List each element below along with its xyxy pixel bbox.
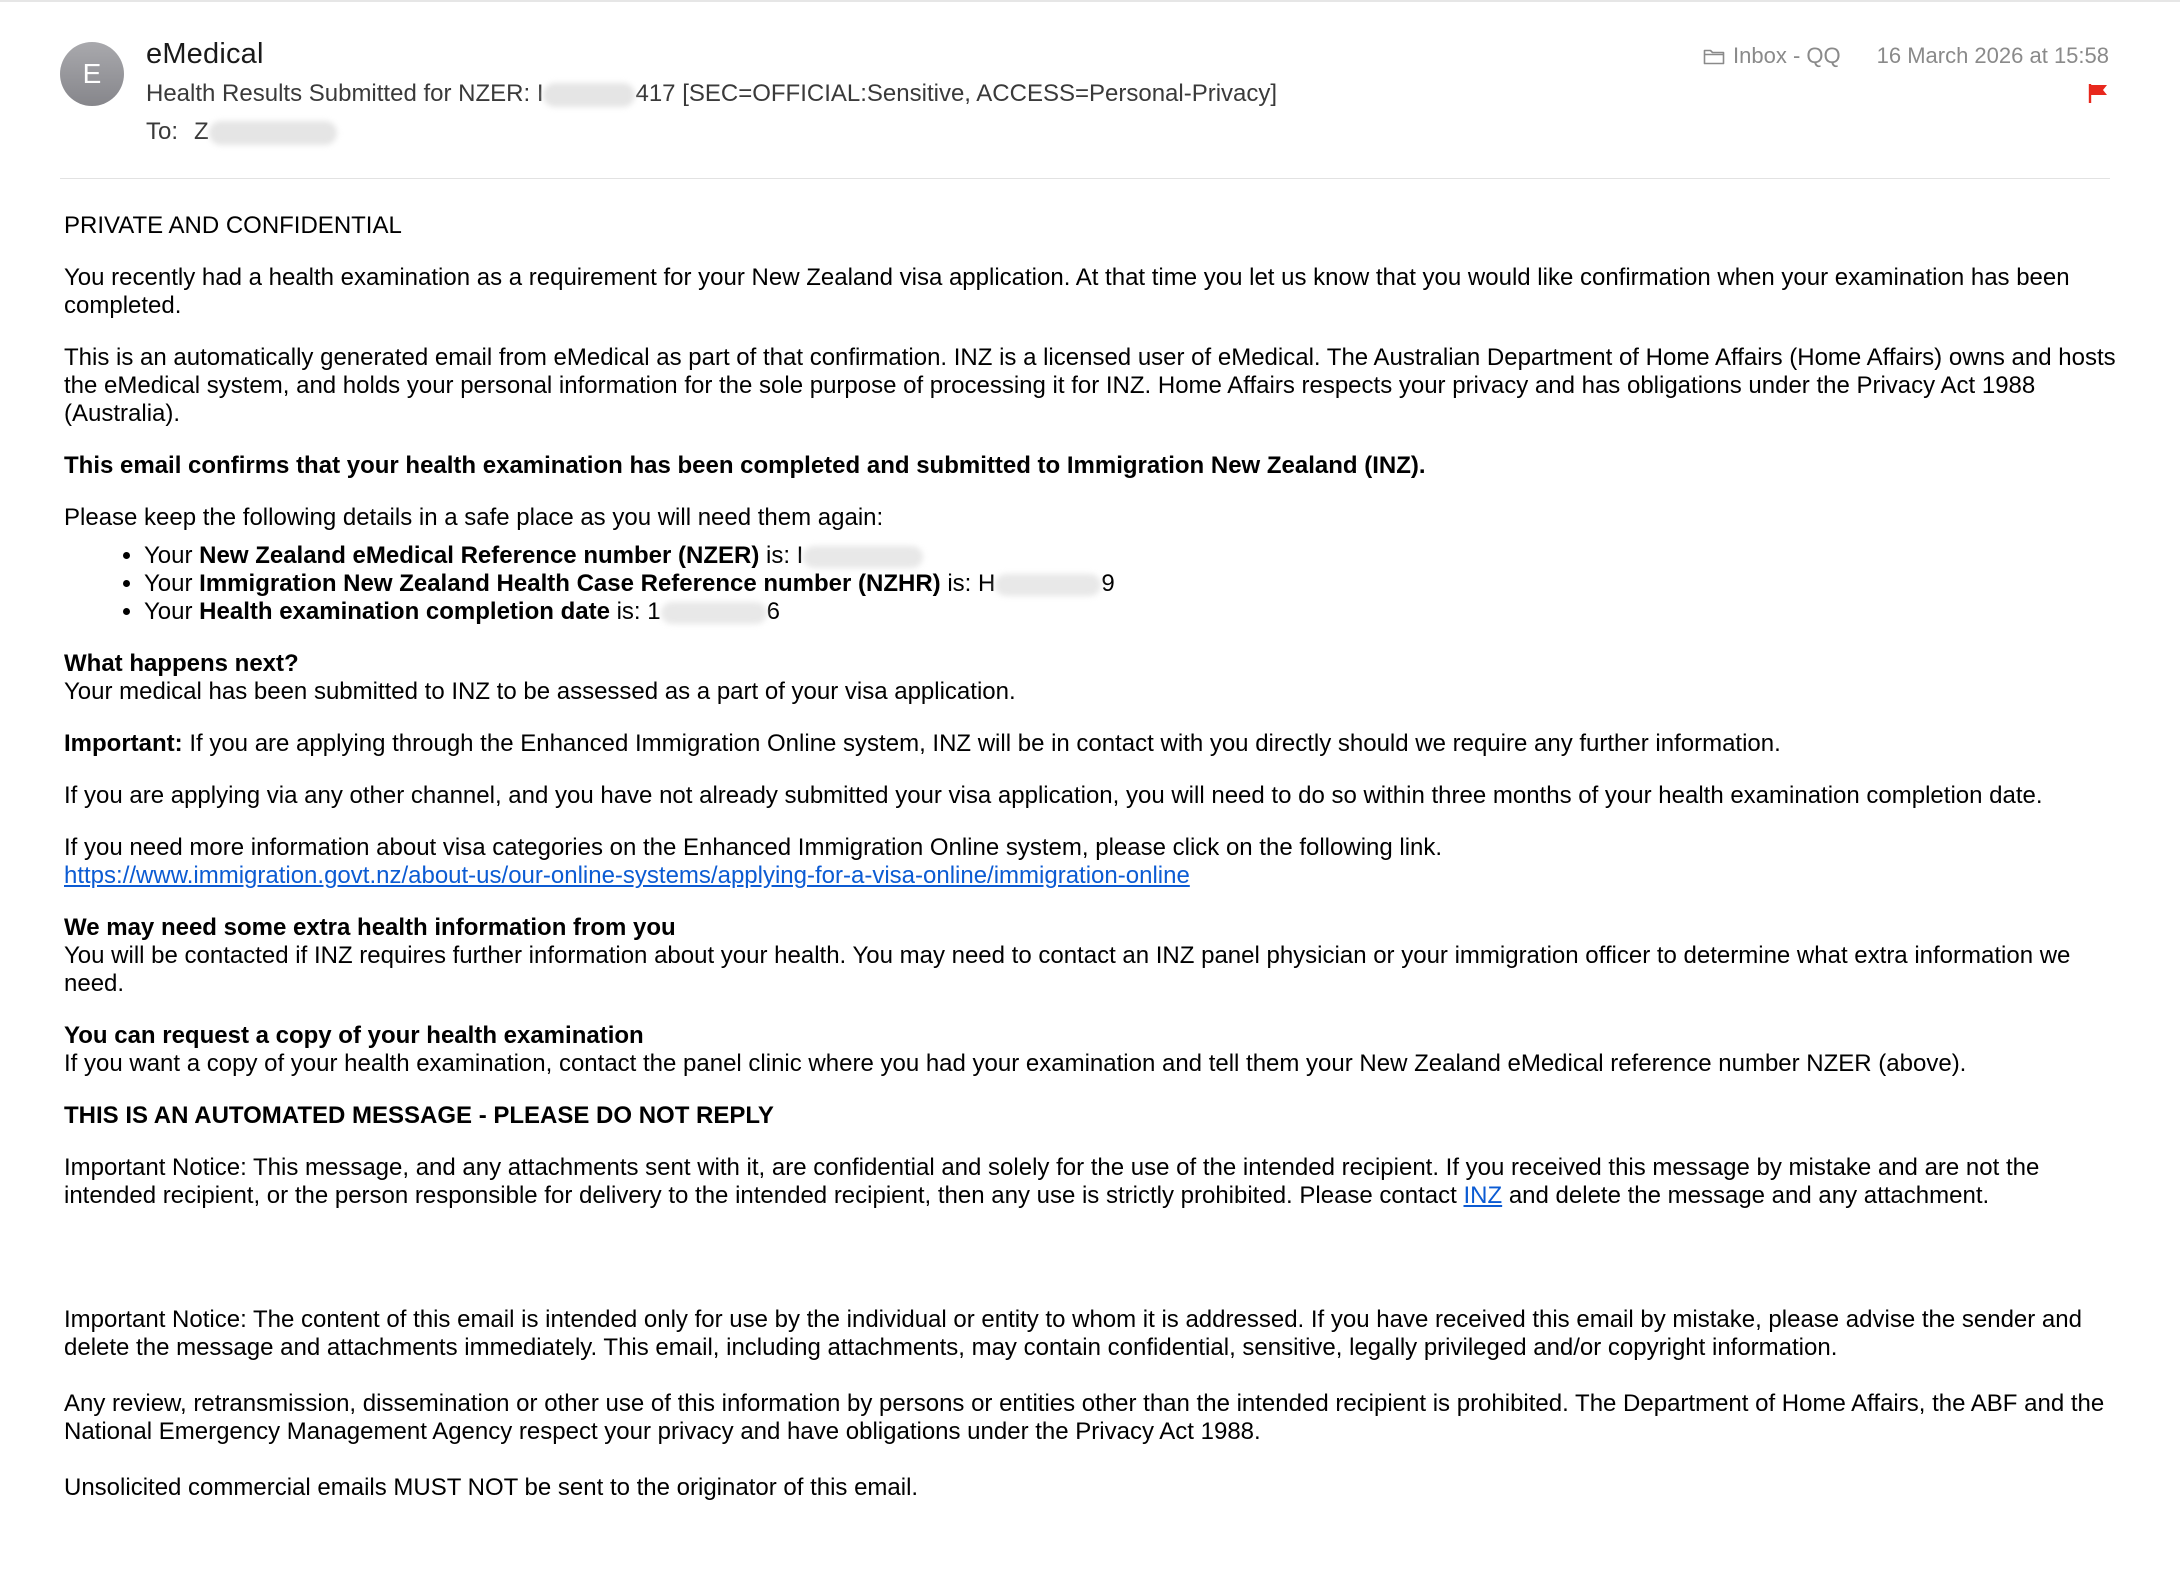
notice-paragraph-2: Important Notice: The content of this email is intended only for use by the individual or entity to whom it is addressed. If you have received this email by mistake, please advise the sender and delete the message and attachments immediately. This email, including attachments, may contain confidential, sensitive, legally privileged and/or copyright information. bbox=[64, 1306, 2082, 1361]
sender-name[interactable]: eMedical bbox=[146, 38, 264, 70]
flag-icon[interactable] bbox=[2087, 82, 2109, 104]
nzhr-partial: H bbox=[978, 570, 996, 597]
message-body bbox=[64, 212, 2134, 1526]
copy-text: If you want a copy of your health examination, contact the panel clinic where you had your examination and tell them your New Zealand eMedical reference number NZER (above). bbox=[64, 1050, 1967, 1077]
window-top-border bbox=[0, 0, 2180, 2]
important-paragraph: Important: If you are applying through the Enhanced Immigration Online system, INZ will be in contact with you directly should we require any further information. bbox=[64, 730, 1781, 757]
list-item-completion-date: • Your Health examination completion date is: 1 6 bbox=[144, 598, 2134, 626]
to-label: To: bbox=[146, 118, 179, 145]
redacted-nzer bbox=[803, 546, 923, 568]
subject-partial-2: 417 [SEC=OFFICIAL:Sensitive, ACCESS=Personal-Privacy] bbox=[635, 80, 1278, 107]
sender-avatar[interactable]: E bbox=[60, 42, 124, 106]
mailbox-name: Inbox - QQ bbox=[1733, 43, 1841, 68]
mailbox-label[interactable] bbox=[1703, 43, 1841, 69]
immigration-online-link[interactable]: https://www.immigration.govt.nz/about-us/our-online-systems/applying-for-a-visa-online/immigration-online bbox=[64, 862, 1190, 889]
header-divider bbox=[60, 178, 2110, 179]
date-partial: 1 bbox=[647, 598, 661, 625]
extra-info-section bbox=[64, 914, 2134, 998]
list-item-nzer: • Your New Zealand eMedical Reference number (NZER) is: I bbox=[144, 542, 2134, 570]
important-label: Important: bbox=[64, 730, 183, 757]
reference-list bbox=[64, 542, 2134, 626]
unsolicited-paragraph: Unsolicited commercial emails MUST NOT be sent to the originator of this email. bbox=[64, 1474, 919, 1501]
recipient-line bbox=[146, 118, 337, 146]
review-paragraph: Any review, retransmission, dissemination or other use of this information by persons or entities other than the intended recipient is prohibited. The Department of Home Affairs, the ABF and the National Emergency Management Agency respect your privacy and have obligations under the Privacy Act 1988. bbox=[64, 1390, 2105, 1445]
message-meta bbox=[1703, 43, 2109, 69]
subject-prefix: Health Results Submitted for NZER: bbox=[146, 80, 537, 107]
message-date: 16 March 2026 at 15:58 bbox=[1876, 43, 2109, 68]
other-channel-paragraph: If you are applying via any other channel, and you have not already submitted your visa application, you will need to do so within three months of your health examination completion date. bbox=[64, 782, 2043, 809]
keep-details-paragraph: Please keep the following details in a safe place as you will need them again: bbox=[64, 504, 884, 531]
redacted-date bbox=[661, 602, 767, 624]
nzer-partial: I bbox=[796, 542, 804, 569]
next-text: Your medical has been submitted to INZ to be assessed as a part of your visa application. bbox=[64, 678, 1016, 705]
emedical-paragraph: This is an automatically generated email from eMedical as part of that confirmation. INZ is a licensed user of eMedical. The Australian Department of Home Affairs (Home Affairs) owns and hosts the eMedical system, and holds your personal information for the sole purpose of processing it for INZ. Home Affairs respects your privacy and has obligations under the Privacy Act 1988 (Australia). bbox=[64, 344, 2116, 427]
copy-section bbox=[64, 1022, 2134, 1078]
redacted-nzhr bbox=[995, 574, 1101, 596]
extra-heading: We may need some extra health information from you bbox=[64, 914, 676, 941]
confidential-heading: PRIVATE AND CONFIDENTIAL bbox=[64, 212, 402, 239]
recipient-partial[interactable]: Z bbox=[194, 118, 209, 145]
confirmation-paragraph: This email confirms that your health examination has been completed and submitted to Immigration New Zealand (INZ). bbox=[64, 452, 1426, 479]
folder-icon bbox=[1703, 47, 1725, 65]
intro-paragraph: You recently had a health examination as a requirement for your New Zealand visa application. At that time you let us know that you would like confirmation when your examination has been completed. bbox=[64, 264, 2070, 319]
redacted-recipient bbox=[209, 121, 337, 145]
automated-message-heading: THIS IS AN AUTOMATED MESSAGE - PLEASE DO NOT REPLY bbox=[64, 1102, 774, 1129]
inz-contact-link[interactable]: INZ bbox=[1463, 1182, 1503, 1209]
list-item-nzhr: • Your Immigration New Zealand Health Case Reference number (NZHR) is: H 9 bbox=[144, 570, 2134, 598]
spacer bbox=[64, 1234, 2134, 1306]
subject-partial-1: I bbox=[536, 80, 544, 107]
next-heading: What happens next? bbox=[64, 650, 299, 677]
extra-text: You will be contacted if INZ requires further information about your health. You may need to contact an INZ panel physician or your immigration officer to determine what extra information we need. bbox=[64, 942, 2071, 997]
notice-paragraph-1: Important Notice: This message, and any attachments sent with it, are confidential and solely for the use of the intended recipient. If you received this message by mistake and are not the intended recipient, or the person responsible for delivery to the intended recipient, then any use is strictly prohibited. Please contact INZ and delete the message and any attachment. bbox=[64, 1154, 2040, 1209]
next-section bbox=[64, 650, 2134, 706]
copy-heading: You can request a copy of your health examination bbox=[64, 1022, 644, 1049]
more-info-paragraph: If you need more information about visa categories on the Enhanced Immigration Online system, please click on the following link. https://www.immigration.govt.nz/about-us/our-online-systems/applying-for-a-visa-online/immigration-online bbox=[64, 834, 1443, 889]
subject-line bbox=[146, 80, 1277, 108]
redacted-subject-number bbox=[543, 83, 635, 107]
